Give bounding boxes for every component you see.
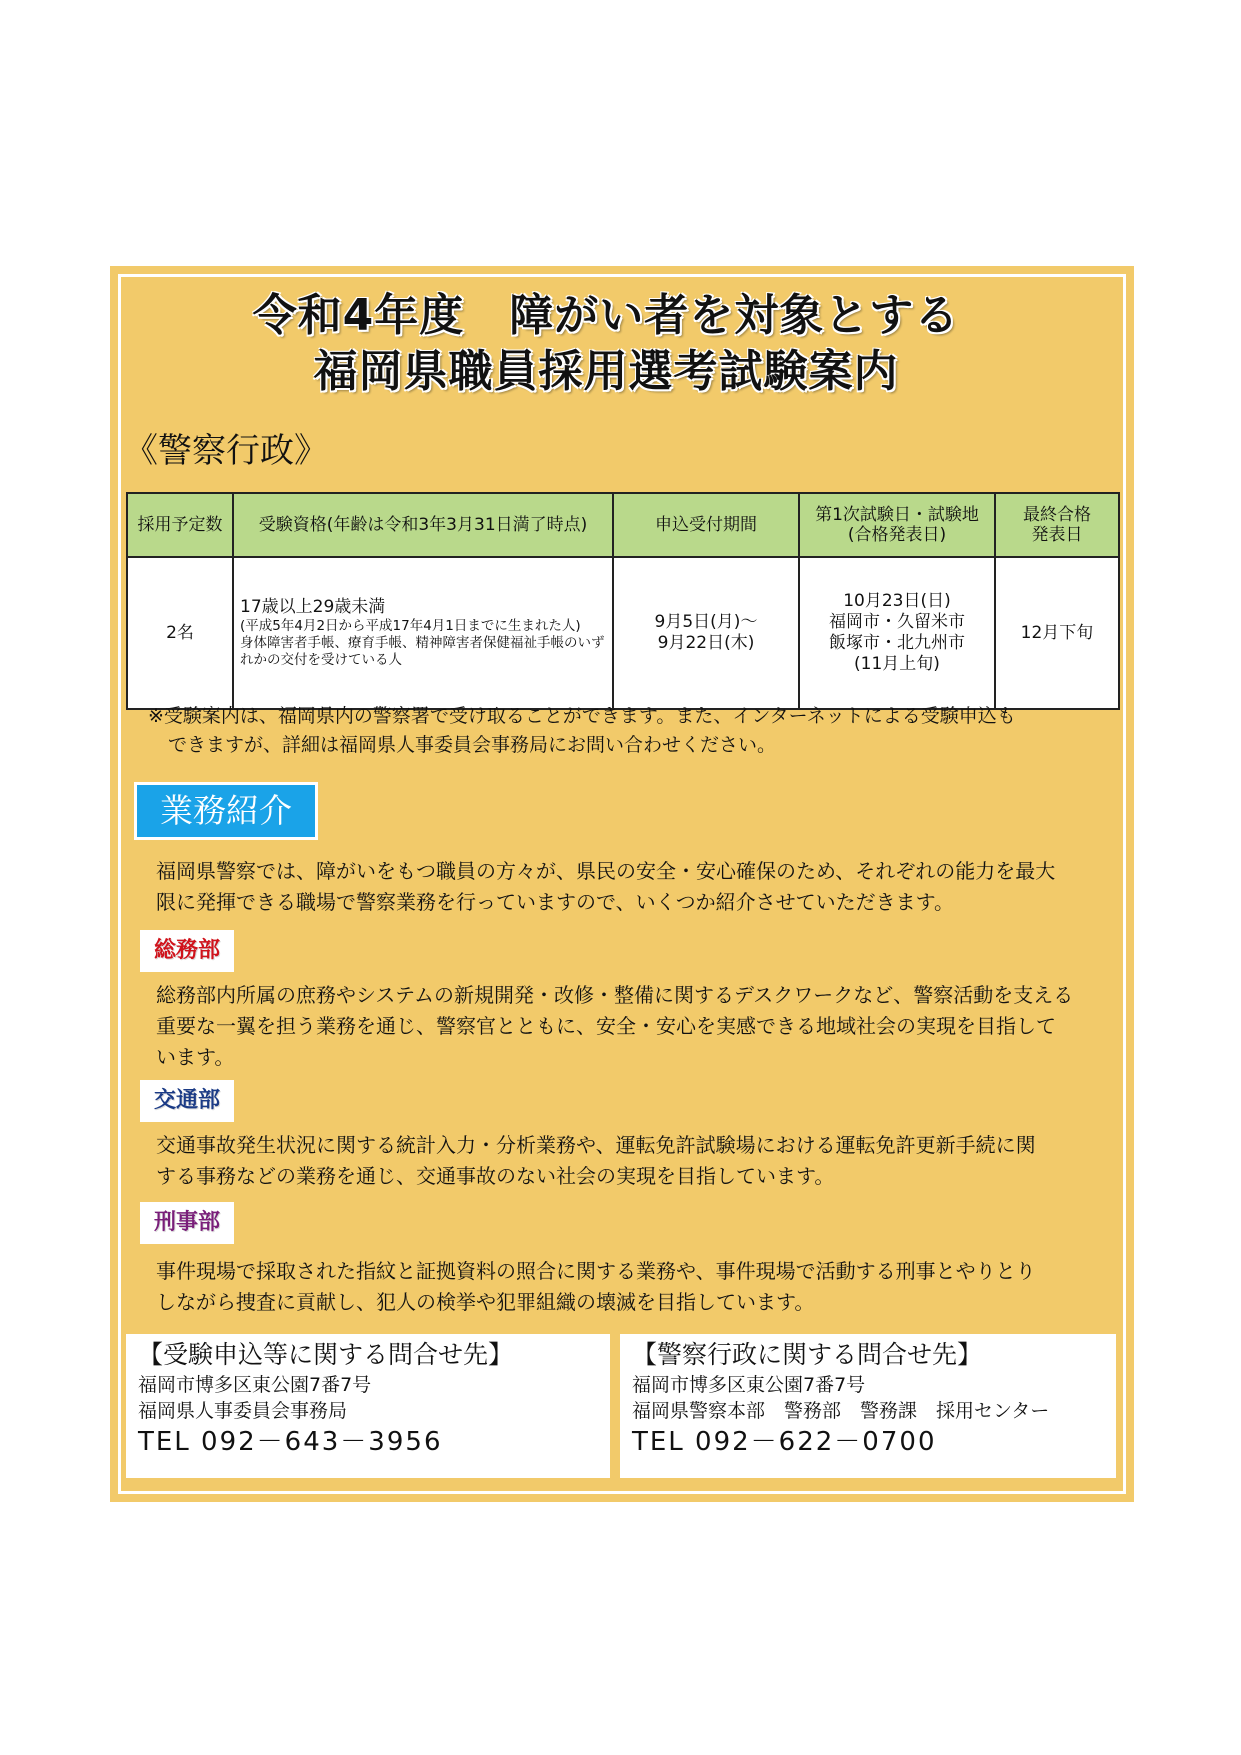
period-line2: 9月22日(木) bbox=[657, 633, 755, 653]
dept-keiji-line2: しながら捜査に貢献し、犯人の検挙や犯罪組織の壊滅を目指しています。 bbox=[156, 1290, 815, 1314]
contact-exam bbox=[126, 1334, 610, 1478]
dept-koutsu-text bbox=[156, 1130, 1116, 1192]
exam-result: (11月上旬) bbox=[854, 654, 940, 674]
contact-exam-org: 福岡県人事委員会事務局 bbox=[138, 1400, 348, 1422]
table-header-row bbox=[127, 493, 1119, 557]
dept-soumu-text bbox=[156, 980, 1116, 1073]
note-line2: できますが、詳細は福岡県人事委員会事務局にお問い合わせください。 bbox=[168, 734, 777, 756]
title-line-1: 令和4年度 障がい者を対象とする bbox=[252, 290, 960, 341]
exam-place1: 福岡市・久留米市 bbox=[829, 612, 965, 632]
contact-police-address: 福岡市博多区東公園7番7号 bbox=[632, 1374, 866, 1396]
contact-police bbox=[620, 1334, 1116, 1478]
header-final-line1: 最終合格 bbox=[1023, 505, 1091, 525]
contact-exam-address: 福岡市博多区東公園7番7号 bbox=[138, 1374, 372, 1396]
note bbox=[148, 702, 1098, 760]
dept-keiji-label: 刑事部 bbox=[140, 1202, 234, 1244]
dept-keiji-text bbox=[156, 1256, 1116, 1318]
contact-police-tel: TEL 092－622－0700 bbox=[632, 1427, 937, 1457]
contact-exam-head: 【受験申込等に関する問合せ先】 bbox=[138, 1340, 514, 1369]
table-row bbox=[127, 557, 1119, 709]
contact-exam-tel: TEL 092－643－3956 bbox=[138, 1427, 443, 1457]
info-frame bbox=[110, 266, 1134, 1502]
dept-soumu-line1: 総務部内所属の庶務やシステムの新規開発・改修・整備に関するデスクワークなど、警察活動を支える bbox=[156, 983, 1074, 1007]
qual-sub: (平成5年4月2日から平成17年4月1日までに生まれた人) bbox=[240, 618, 581, 634]
cell-count: 2名 bbox=[127, 557, 233, 709]
cell-exam bbox=[799, 557, 995, 709]
dept-koutsu-label: 交通部 bbox=[140, 1080, 234, 1122]
header-period: 申込受付期間 bbox=[613, 493, 799, 557]
contact-police-org: 福岡県警察本部 警務部 警務課 採用センター bbox=[632, 1400, 1050, 1422]
header-exam-line1: 第1次試験日・試験地 bbox=[815, 505, 979, 525]
contact-police-head: 【警察行政に関する問合せ先】 bbox=[632, 1340, 983, 1369]
cell-qualification bbox=[233, 557, 613, 709]
dept-koutsu-line1: 交通事故発生状況に関する統計入力・分析業務や、運転免許試験場における運転免許更新手続に関 bbox=[156, 1133, 1036, 1157]
header-exam bbox=[799, 493, 995, 557]
dept-soumu-line2: 重要な一翼を担う業務を通じ、警察官とともに、安全・安心を実感できる地域社会の実現を目指して bbox=[156, 1014, 1056, 1038]
exam-place2: 飯塚市・北九州市 bbox=[829, 633, 965, 653]
note-line1: ※受験案内は、福岡県内の警察署で受け取ることができます。また、インターネットによる受験申込も bbox=[148, 705, 1016, 727]
qual-cert: 身体障害者手帳、療育手帳、精神障害者保健福祉手帳のいずれかの交付を受けている人 bbox=[240, 635, 605, 668]
exam-date: 10月23日(日) bbox=[843, 591, 951, 611]
dept-keiji-line1: 事件現場で採取された指紋と証拠資料の照合に関する業務や、事件現場で活動する刑事とやりとり bbox=[156, 1259, 1036, 1283]
intro-line2: 限に発揮できる職場で警察業務を行っていますので、いくつか紹介させていただきます。 bbox=[156, 890, 954, 914]
header-exam-line2: (合格発表日) bbox=[847, 525, 947, 545]
header-final-line2: 発表日 bbox=[1031, 525, 1083, 545]
intro-line1: 福岡県警察では、障がいをもつ職員の方々が、県民の安全・安心確保のため、それぞれの能力を最大 bbox=[156, 859, 1056, 883]
exam-table bbox=[126, 492, 1120, 710]
gyomu-heading: 業務紹介 bbox=[134, 782, 318, 840]
dept-soumu-label: 総務部 bbox=[140, 930, 234, 972]
header-qualification: 受験資格(年齢は令和3年3月31日満了時点) bbox=[233, 493, 613, 557]
cell-final: 12月下旬 bbox=[995, 557, 1119, 709]
section-label: 《警察行政》 bbox=[124, 431, 328, 471]
qual-main: 17歳以上29歳未満 bbox=[240, 597, 386, 617]
title-line-2: 福岡県職員採用選考試験案内 bbox=[313, 346, 899, 397]
header-final bbox=[995, 493, 1119, 557]
dept-koutsu-line2: する事務などの業務を通じ、交通事故のない社会の実現を目指しています。 bbox=[156, 1164, 835, 1188]
dept-soumu-line3: います。 bbox=[156, 1045, 235, 1069]
header-count: 採用予定数 bbox=[127, 493, 233, 557]
period-line1: 9月5日(月)～ bbox=[654, 612, 758, 632]
intro-text bbox=[156, 856, 1116, 918]
cell-period bbox=[613, 557, 799, 709]
